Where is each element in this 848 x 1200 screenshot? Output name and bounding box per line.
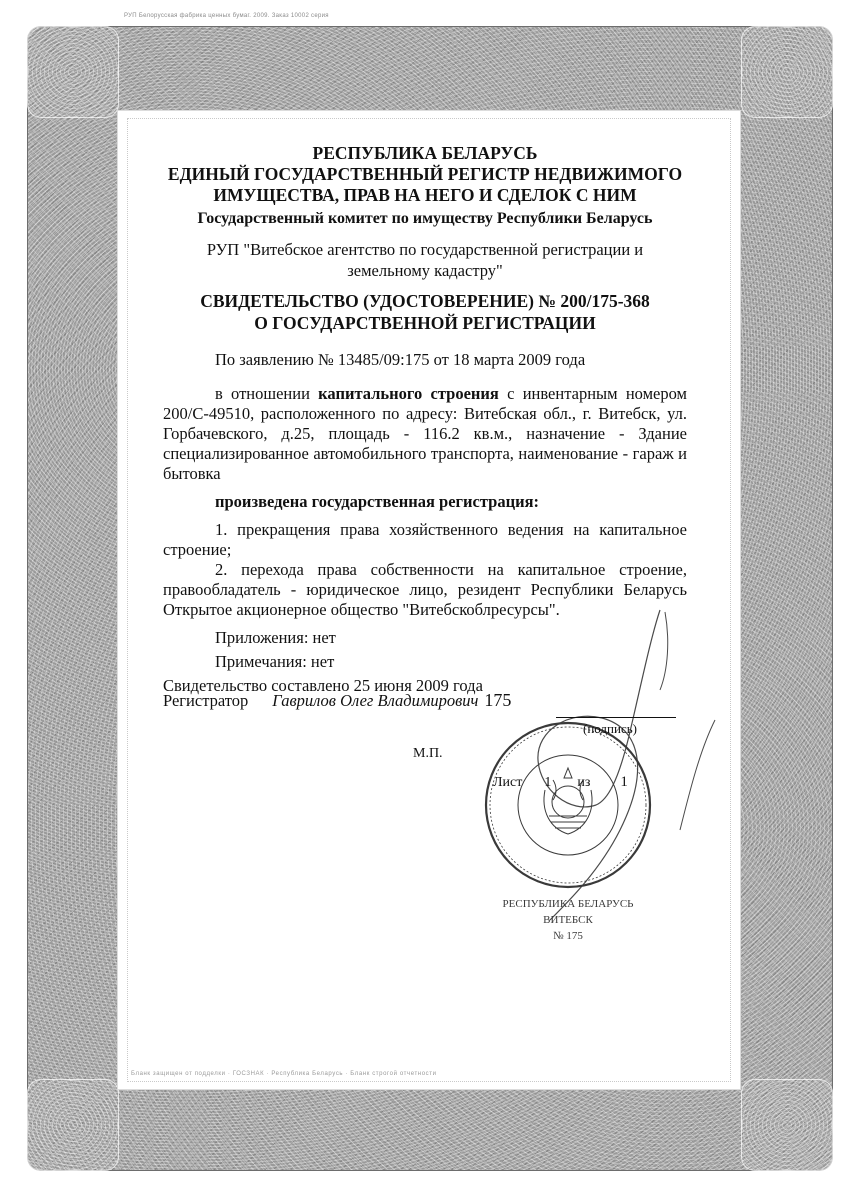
- frame-corner-ornament: [741, 1079, 833, 1171]
- seal-number: № 175: [553, 930, 583, 942]
- stamp-place-label: М.П.: [413, 746, 443, 761]
- application-reference: По заявлению № 13485/09:175 от 18 марта 2009 года: [215, 350, 586, 369]
- registrar-row: [163, 690, 687, 711]
- agency-line2: земельному кадастру": [347, 261, 503, 280]
- registration-item-1: 1. прекращения права хозяйственного ведения на капитальное строение;: [163, 520, 687, 559]
- notes-line: Примечания: нет: [215, 652, 335, 671]
- frame-corner-ornament: [27, 1079, 119, 1171]
- notes-block: [163, 626, 687, 674]
- issued-date: Свидетельство составлено 25 июня 2009 года: [163, 676, 483, 695]
- registrar-name: Гаврилов Олег Владимирович: [272, 691, 479, 710]
- sheet-total: 1: [620, 774, 628, 790]
- attachments-line: Приложения: нет: [215, 628, 336, 647]
- seal-outer-text: РЕСПУБЛИКА БЕЛАРУСЬ: [502, 898, 634, 910]
- signature-line: [556, 717, 676, 718]
- certificate-title-line1: СВИДЕТЕЛЬСТВО (УДОСТОВЕРЕНИЕ) № 200/175-368: [200, 291, 650, 311]
- sheet-current: 1: [544, 775, 552, 790]
- registrar-code: 175: [484, 690, 512, 710]
- frame-corner-ornament: [741, 26, 833, 118]
- registrar-label: Регистратор: [163, 691, 249, 710]
- certificate-title: [163, 290, 687, 334]
- country-heading: РЕСПУБЛИКА БЕЛАРУСЬ: [312, 143, 538, 163]
- register-title-line2: ИМУЩЕСТВА, ПРАВ НА НЕГО И СДЕЛОК С НИМ: [213, 185, 637, 205]
- signature-block: [163, 690, 687, 825]
- frame-corner-ornament: [27, 26, 119, 118]
- register-title-line1: ЕДИНЫЙ ГОСУДАРСТВЕННЫЙ РЕГИСТР НЕДВИЖИМОГО: [167, 164, 683, 184]
- sheet-of: из: [577, 775, 591, 790]
- footer-microtext: Бланк защищен от подделки · ГОСЗНАК · Республика Беларусь · Бланк строгой отчетности: [131, 1071, 437, 1077]
- object-description: [163, 384, 687, 484]
- registration-done-heading: произведена государственная регистрация:: [215, 492, 540, 511]
- seal-city-text: ВИТЕБСК: [543, 914, 593, 926]
- header-microtext: РУП Белорусская фабрика ценных бумаг. 2009. Заказ 10002 серия: [124, 13, 329, 19]
- sheet-counter: [493, 773, 628, 792]
- certificate-title-line2: О ГОСУДАРСТВЕННОЙ РЕГИСТРАЦИИ: [254, 313, 596, 333]
- seal-inscription: [483, 895, 653, 943]
- agency-line1: РУП "Витебское агентство по государственной регистрации и: [206, 240, 644, 259]
- certificate-body: [163, 143, 687, 696]
- sheet-label: Лист: [493, 775, 523, 790]
- object-details: с инвентарным номером 200/С-49510, расположенного по адресу: Витебская обл., г. Витебск, ул. Горбачевского, д.25, площадь - 116.2 кв.м., назначение - Здание специализированное автомобильного транспорта, наименование - гараж и бытовка: [163, 384, 687, 483]
- committee-name: Государственный комитет по имуществу Республики Беларусь: [197, 210, 653, 227]
- signature-area: [163, 715, 687, 825]
- signature-caption: (подпись): [583, 721, 637, 736]
- registration-item-2: 2. перехода права собственности на капитальное строение, правообладатель - юридическое лицо, резидент Республики Беларусь Открытое акционерное общество "Витебскоблресурсы".: [163, 560, 687, 619]
- object-type: капитального строения: [318, 384, 499, 403]
- object-prefix: в отношении: [215, 384, 319, 403]
- agency-name: [163, 239, 687, 281]
